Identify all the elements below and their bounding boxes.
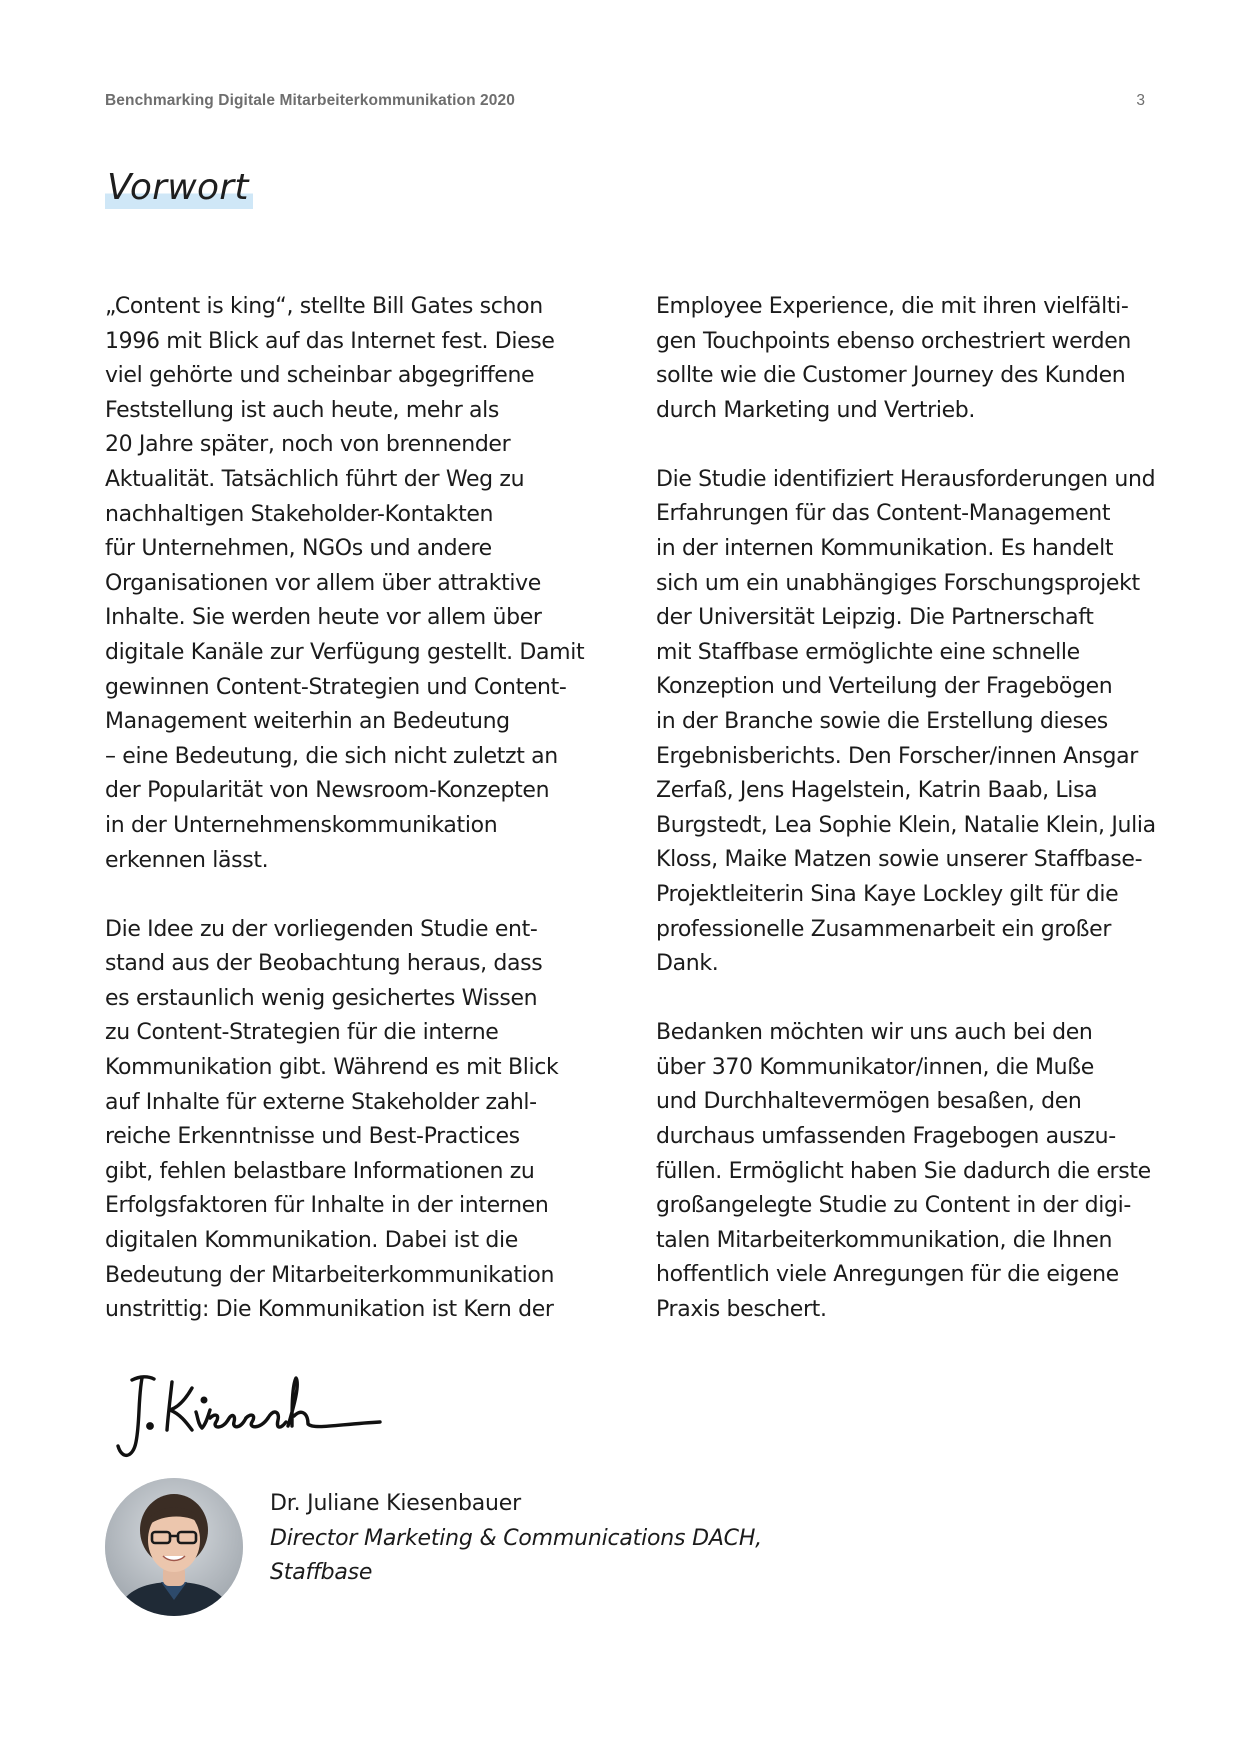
page-number: 3 bbox=[1136, 92, 1145, 109]
text-line: talen Mitarbeiterkommunikation, die Ihnen bbox=[656, 1227, 1113, 1253]
text-line: in der Unternehmenskommunikation bbox=[105, 812, 498, 838]
text-line: Aktualität. Tatsächlich führt der Weg zu bbox=[105, 466, 525, 492]
author-portrait-icon bbox=[105, 1478, 243, 1616]
text-line: in der Branche sowie die Erstellung dieses bbox=[656, 709, 1108, 735]
text-line: mit Staffbase ermöglichte eine schnelle bbox=[656, 639, 1080, 665]
text-line: Burgstedt, Lea Sophie Klein, Natalie Klein, Julia bbox=[656, 812, 1156, 838]
text-line: auf Inhalte für externe Stakeholder zahl- bbox=[105, 1089, 537, 1115]
author-block bbox=[270, 1487, 762, 1591]
text-line: digitalen Kommunikation. Dabei ist die bbox=[105, 1227, 518, 1253]
right-column bbox=[656, 290, 1166, 1362]
text-line: reiche Erkenntnisse und Best-Practices bbox=[105, 1124, 520, 1150]
text-line: – eine Bedeutung, die sich nicht zuletzt an bbox=[105, 743, 558, 769]
text-line: 1996 mit Blick auf das Internet fest. Diese bbox=[105, 328, 555, 354]
left-column-paragraph bbox=[105, 290, 625, 878]
text-line: Kommunikation gibt. Während es mit Blick bbox=[105, 1054, 559, 1080]
page-title: Vorwort bbox=[105, 168, 253, 209]
text-line: in der internen Kommunikation. Es handelt bbox=[656, 536, 1114, 562]
text-line: Praxis beschert. bbox=[656, 1297, 827, 1323]
text-line: viel gehörte und scheinbar abgegriffene bbox=[105, 363, 535, 389]
text-line: durch Marketing und Vertrieb. bbox=[656, 397, 976, 423]
text-line: digitale Kanäle zur Verfügung gestellt. Damit bbox=[105, 639, 585, 665]
author-photo bbox=[105, 1478, 243, 1616]
left-column bbox=[105, 290, 625, 1362]
text-line: es erstaunlich wenig gesichertes Wissen bbox=[105, 985, 538, 1011]
text-line: Erfahrungen für das Content-Management bbox=[656, 501, 1111, 527]
text-line: professionelle Zusammenarbeit ein großer bbox=[656, 916, 1112, 942]
text-line: zu Content-Strategien für die interne bbox=[105, 1020, 499, 1046]
text-line: sich um ein unabhängiges Forschungsprojekt bbox=[656, 570, 1140, 596]
text-line: unstrittig: Die Kommunikation ist Kern der bbox=[105, 1297, 554, 1323]
text-line: Management weiterhin an Bedeutung bbox=[105, 709, 510, 735]
author-company: Staffbase bbox=[270, 1560, 373, 1586]
right-column-paragraph bbox=[656, 1016, 1166, 1327]
text-line: Projektleiterin Sina Kaye Lockley gilt für die bbox=[656, 882, 1119, 907]
author-name: Dr. Juliane Kiesenbauer bbox=[270, 1491, 521, 1516]
text-line: und Durchhaltevermögen besaßen, den bbox=[656, 1089, 1082, 1115]
text-line: erkennen lässt. bbox=[105, 847, 269, 873]
text-line: der Popularität von Newsroom-Konzepten bbox=[105, 778, 550, 804]
text-line: Konzeption und Verteilung der Fragebögen bbox=[656, 674, 1113, 700]
text-line: nachhaltigen Stakeholder-Kontakten bbox=[105, 501, 494, 527]
signature-graphic bbox=[110, 1360, 390, 1465]
text-line: Employee Experience, die mit ihren vielfälti- bbox=[656, 294, 1129, 319]
text-line: für Unternehmen, NGOs und andere bbox=[105, 536, 492, 562]
text-line: Feststellung ist auch heute, mehr als bbox=[105, 397, 500, 423]
text-line: hoffentlich viele Anregungen für die eigene bbox=[656, 1262, 1119, 1288]
text-line: Inhalte. Sie werden heute vor allem über bbox=[105, 605, 542, 631]
text-line: durchaus umfassenden Fragebogen auszu- bbox=[656, 1124, 1116, 1150]
text-line: Bedeutung der Mitarbeiterkommunikation bbox=[105, 1262, 555, 1288]
text-line: Kloss, Maike Matzen sowie unserer Staffbase- bbox=[656, 847, 1143, 873]
text-line: Zerfaß, Jens Hagelstein, Katrin Baab, Lisa bbox=[656, 778, 1098, 804]
text-line: „Content is king“, stellte Bill Gates schon bbox=[105, 294, 543, 319]
text-line: über 370 Kommunikator/innen, die Muße bbox=[656, 1054, 1094, 1080]
running-header: Benchmarking Digitale Mitarbeiterkommunikation 2020 bbox=[105, 92, 515, 109]
text-line: Die Idee zu der vorliegenden Studie ent- bbox=[105, 916, 538, 942]
text-line: Dank. bbox=[656, 951, 719, 977]
text-line: der Universität Leipzig. Die Partnerschaft bbox=[656, 605, 1094, 631]
right-column-paragraph bbox=[656, 463, 1166, 982]
text-line: Bedanken möchten wir uns auch bei den bbox=[656, 1020, 1093, 1046]
text-line: Die Studie identifiziert Herausforderungen und bbox=[656, 466, 1156, 492]
text-line: großangelegte Studie zu Content in der digi- bbox=[656, 1193, 1131, 1219]
text-line: füllen. Ermöglicht haben Sie dadurch die erste bbox=[656, 1158, 1151, 1184]
text-line: Erfolgsfaktoren für Inhalte in der internen bbox=[105, 1193, 549, 1219]
text-line: Organisationen vor allem über attraktive bbox=[105, 570, 541, 596]
author-role: Director Marketing & Communications DACH, bbox=[270, 1525, 762, 1551]
text-line: Ergebnisberichts. Den Forscher/innen Ansgar bbox=[656, 743, 1138, 769]
text-line: gibt, fehlen belastbare Informationen zu bbox=[105, 1158, 535, 1184]
text-line: stand aus der Beobachtung heraus, dass bbox=[105, 951, 543, 977]
text-line: 20 Jahre später, noch von brennender bbox=[105, 432, 511, 458]
signature bbox=[110, 1360, 390, 1465]
text-line: gewinnen Content-Strategien und Content- bbox=[105, 674, 567, 700]
text-line: sollte wie die Customer Journey des Kunden bbox=[656, 363, 1126, 389]
right-column-paragraph bbox=[656, 290, 1166, 428]
left-column-paragraph bbox=[105, 913, 625, 1328]
text-line: gen Touchpoints ebenso orchestriert werden bbox=[656, 328, 1132, 354]
